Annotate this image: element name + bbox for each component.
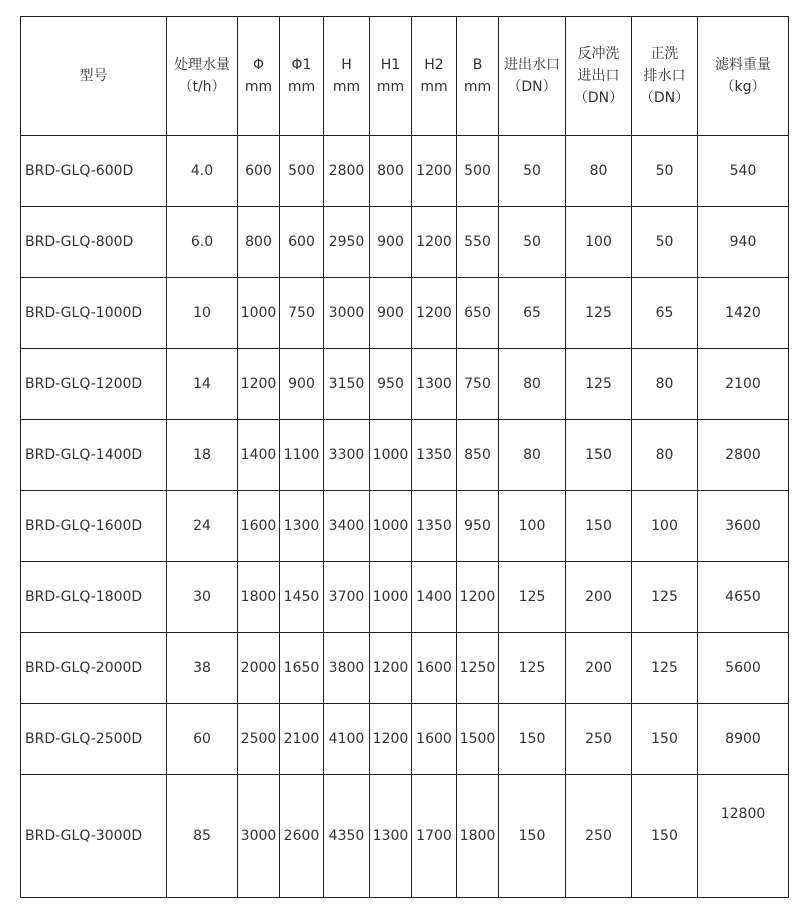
header-text: （DN）	[639, 90, 690, 106]
cell-capacity: 6.0	[167, 207, 238, 278]
cell-backwash: 150	[566, 491, 632, 562]
cell-media-weight: 3600	[698, 491, 789, 562]
header-text: mm	[376, 79, 405, 95]
table-row	[21, 704, 789, 775]
cell-height: 3000	[324, 278, 370, 349]
cell-height1: 900	[370, 278, 412, 349]
table-row	[21, 775, 789, 898]
cell-height: 2800	[324, 136, 370, 207]
cell-height: 2950	[324, 207, 370, 278]
cell-width-b: 1800	[457, 775, 499, 898]
cell-backwash: 100	[566, 207, 632, 278]
header-text: mm	[332, 79, 361, 95]
cell-width-b: 950	[457, 491, 499, 562]
table-body	[21, 136, 789, 898]
cell-diameter1: 1100	[280, 420, 324, 491]
cell-diameter: 1000	[238, 278, 280, 349]
cell-model: BRD-GLQ-1600D	[21, 491, 167, 562]
header-model	[21, 17, 167, 136]
cell-height: 3700	[324, 562, 370, 633]
cell-media-weight: 2100	[698, 349, 789, 420]
cell-diameter1: 2100	[280, 704, 324, 775]
cell-rinse-drain: 50	[632, 136, 698, 207]
cell-height1: 1000	[370, 420, 412, 491]
cell-width-b: 650	[457, 278, 499, 349]
cell-rinse-drain: 65	[632, 278, 698, 349]
cell-backwash: 150	[566, 420, 632, 491]
cell-backwash: 80	[566, 136, 632, 207]
cell-model: BRD-GLQ-600D	[21, 136, 167, 207]
header-text: （t/h）	[178, 79, 226, 95]
cell-height2: 1600	[412, 704, 457, 775]
cell-rinse-drain: 150	[632, 704, 698, 775]
header-text: Φ	[252, 57, 265, 73]
cell-inlet-outlet: 125	[499, 562, 566, 633]
cell-model: BRD-GLQ-3000D	[21, 775, 167, 898]
cell-width-b: 1500	[457, 704, 499, 775]
header-capacity	[167, 17, 238, 136]
cell-model: BRD-GLQ-800D	[21, 207, 167, 278]
table-row	[21, 562, 789, 633]
header-text: mm	[463, 79, 492, 95]
header-text: （DN）	[507, 79, 557, 95]
cell-diameter: 2500	[238, 704, 280, 775]
cell-diameter1: 500	[280, 136, 324, 207]
cell-rinse-drain: 80	[632, 349, 698, 420]
cell-rinse-drain: 50	[632, 207, 698, 278]
cell-capacity: 10	[167, 278, 238, 349]
header-text: （DN）	[573, 90, 624, 106]
cell-capacity: 60	[167, 704, 238, 775]
cell-diameter1: 750	[280, 278, 324, 349]
table-row	[21, 136, 789, 207]
cell-media-weight: 4650	[698, 562, 789, 633]
cell-width-b: 500	[457, 136, 499, 207]
cell-rinse-drain: 125	[632, 562, 698, 633]
cell-rinse-drain: 125	[632, 633, 698, 704]
cell-inlet-outlet: 65	[499, 278, 566, 349]
cell-height1: 900	[370, 207, 412, 278]
cell-height: 3800	[324, 633, 370, 704]
cell-inlet-outlet: 80	[499, 349, 566, 420]
cell-media-weight: 940	[698, 207, 789, 278]
cell-diameter1: 1300	[280, 491, 324, 562]
cell-diameter: 3000	[238, 775, 280, 898]
table-row	[21, 420, 789, 491]
cell-capacity: 4.0	[167, 136, 238, 207]
header-text: Φ1	[291, 57, 312, 73]
cell-inlet-outlet: 150	[499, 775, 566, 898]
cell-height2: 1200	[412, 207, 457, 278]
cell-diameter: 1200	[238, 349, 280, 420]
cell-rinse-drain: 100	[632, 491, 698, 562]
table-row	[21, 349, 789, 420]
spec-table	[20, 16, 789, 898]
header-text: H1	[380, 57, 401, 73]
header-width-b	[457, 17, 499, 136]
cell-height: 3150	[324, 349, 370, 420]
cell-media-weight: 8900	[698, 704, 789, 775]
cell-diameter: 1400	[238, 420, 280, 491]
cell-height: 3300	[324, 420, 370, 491]
cell-model: BRD-GLQ-1200D	[21, 349, 167, 420]
cell-height1: 1300	[370, 775, 412, 898]
cell-capacity: 18	[167, 420, 238, 491]
cell-width-b: 750	[457, 349, 499, 420]
header-height1	[370, 17, 412, 136]
cell-media-weight: 12800	[698, 775, 789, 898]
header-text: 进出口	[577, 68, 620, 84]
cell-diameter: 600	[238, 136, 280, 207]
header-text: B	[472, 57, 483, 73]
cell-backwash: 125	[566, 349, 632, 420]
header-text: 处理水量	[174, 57, 230, 73]
cell-height2: 1400	[412, 562, 457, 633]
header-text: 正洗	[650, 46, 679, 62]
cell-height: 4350	[324, 775, 370, 898]
cell-media-weight: 2800	[698, 420, 789, 491]
cell-backwash: 250	[566, 704, 632, 775]
cell-capacity: 14	[167, 349, 238, 420]
cell-rinse-drain: 80	[632, 420, 698, 491]
header-text: H	[341, 57, 352, 73]
cell-height1: 800	[370, 136, 412, 207]
cell-diameter: 1800	[238, 562, 280, 633]
cell-height2: 1350	[412, 491, 457, 562]
cell-inlet-outlet: 80	[499, 420, 566, 491]
cell-diameter1: 1450	[280, 562, 324, 633]
header-text: mm	[244, 79, 273, 95]
cell-inlet-outlet: 50	[499, 207, 566, 278]
cell-diameter1: 600	[280, 207, 324, 278]
cell-model: BRD-GLQ-1000D	[21, 278, 167, 349]
header-text: mm	[287, 79, 316, 95]
header-text: 反冲洗	[577, 46, 620, 62]
cell-rinse-drain: 150	[632, 775, 698, 898]
cell-diameter1: 900	[280, 349, 324, 420]
cell-diameter: 1600	[238, 491, 280, 562]
header-text: 排水口	[643, 68, 686, 84]
table-row	[21, 633, 789, 704]
cell-media-weight: 540	[698, 136, 789, 207]
header-text: （kg）	[720, 79, 766, 95]
cell-height1: 1000	[370, 491, 412, 562]
table-row	[21, 491, 789, 562]
cell-width-b: 850	[457, 420, 499, 491]
cell-height2: 1200	[412, 278, 457, 349]
cell-height1: 1200	[370, 704, 412, 775]
cell-model: BRD-GLQ-1800D	[21, 562, 167, 633]
header-inlet-outlet	[499, 17, 566, 136]
cell-inlet-outlet: 100	[499, 491, 566, 562]
cell-diameter1: 1650	[280, 633, 324, 704]
cell-height1: 950	[370, 349, 412, 420]
cell-height: 3400	[324, 491, 370, 562]
cell-media-weight: 1420	[698, 278, 789, 349]
cell-capacity: 24	[167, 491, 238, 562]
cell-backwash: 250	[566, 775, 632, 898]
cell-width-b: 1250	[457, 633, 499, 704]
cell-height1: 1200	[370, 633, 412, 704]
cell-model: BRD-GLQ-2000D	[21, 633, 167, 704]
cell-inlet-outlet: 50	[499, 136, 566, 207]
header-text: 滤料重量	[715, 57, 771, 73]
header-diameter	[238, 17, 280, 136]
cell-backwash: 125	[566, 278, 632, 349]
cell-height2: 1200	[412, 136, 457, 207]
cell-diameter1: 2600	[280, 775, 324, 898]
header-text: 型号	[79, 68, 108, 84]
cell-capacity: 38	[167, 633, 238, 704]
cell-height2: 1350	[412, 420, 457, 491]
cell-width-b: 1200	[457, 562, 499, 633]
header-media-weight	[698, 17, 789, 136]
cell-height2: 1300	[412, 349, 457, 420]
cell-model: BRD-GLQ-2500D	[21, 704, 167, 775]
cell-diameter: 800	[238, 207, 280, 278]
cell-height2: 1700	[412, 775, 457, 898]
cell-height1: 1000	[370, 562, 412, 633]
cell-backwash: 200	[566, 562, 632, 633]
cell-height: 4100	[324, 704, 370, 775]
cell-backwash: 200	[566, 633, 632, 704]
header-height	[324, 17, 370, 136]
cell-height2: 1600	[412, 633, 457, 704]
header-height2	[412, 17, 457, 136]
header-text: 进出水口	[504, 57, 560, 73]
cell-media-weight: 5600	[698, 633, 789, 704]
header-backwash	[566, 17, 632, 136]
header-rinse-drain	[632, 17, 698, 136]
cell-diameter: 2000	[238, 633, 280, 704]
table-row	[21, 207, 789, 278]
header-row	[21, 17, 789, 136]
cell-model: BRD-GLQ-1400D	[21, 420, 167, 491]
cell-capacity: 85	[167, 775, 238, 898]
header-diameter1	[280, 17, 324, 136]
header-text: mm	[420, 79, 448, 95]
cell-inlet-outlet: 125	[499, 633, 566, 704]
cell-inlet-outlet: 150	[499, 704, 566, 775]
table-row	[21, 278, 789, 349]
header-text: H2	[424, 57, 444, 73]
cell-width-b: 550	[457, 207, 499, 278]
cell-capacity: 30	[167, 562, 238, 633]
